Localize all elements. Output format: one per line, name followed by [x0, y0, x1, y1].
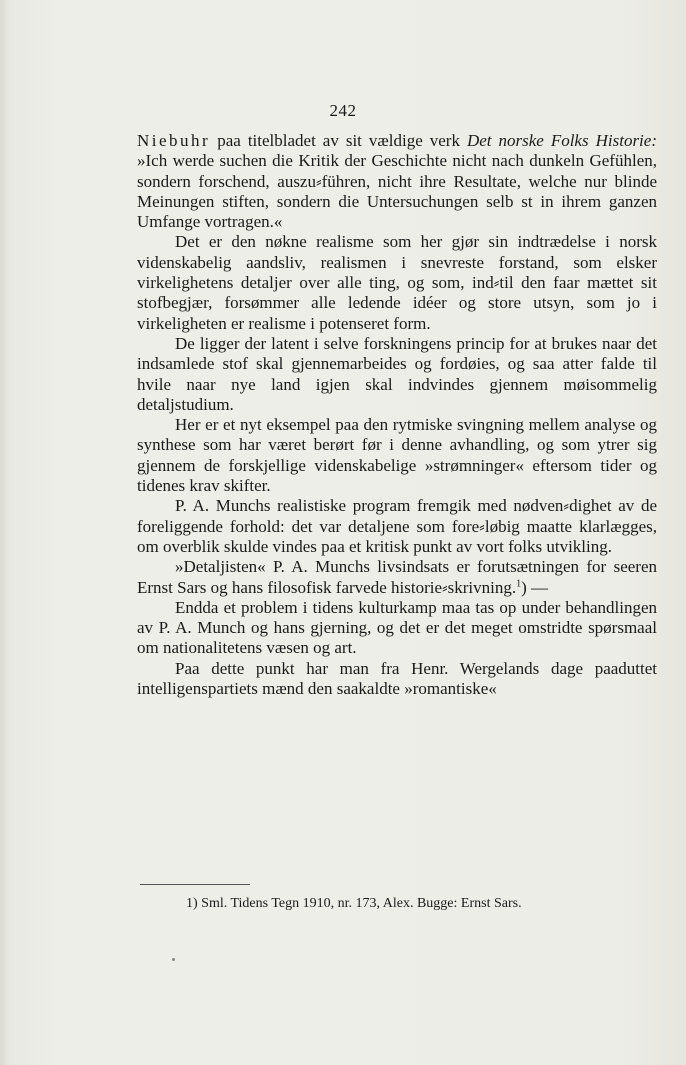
german-quote: »Ich werde suchen die Kritik der Geschichte nicht nach dunkeln Gefühlen, sondern forschend, auszu⸗führen, nicht ihre Resultate, welche nur blinde Meinungen stiften, sondern die Untersuchungen selb st in ihrem ganzen Umfange vortragen.«	[137, 151, 657, 232]
paragraph-1	[137, 131, 657, 232]
footnote-text: Sml. Tidens Tegn 1910, nr. 173, Alex. Bugge: Ernst Sars.	[197, 896, 522, 911]
footnote	[186, 895, 656, 913]
body-text	[137, 131, 657, 699]
paragraph-5: P. A. Munchs realistiske program fremgik med nødven⸗dighet av de foreliggende forhold: det var detaljene som fore⸗løbig maatte klarlægges, om overblik skulde vindes paa et kritisk punkt av vort folks utvikling.	[137, 496, 657, 556]
footnote-reference: 1	[516, 577, 522, 589]
footnote-marker: 1)	[186, 896, 198, 911]
paper-speck	[172, 958, 175, 961]
book-title: Det norske Folks Historie:	[466, 131, 657, 150]
paragraph-6-tail: ) —	[521, 577, 549, 597]
paragraph-8: Paa dette punkt har man fra Henr. Wergelands dage paaduttet intelligenspartiets mænd den saakaldte »romantiske«	[137, 658, 657, 699]
footnote-divider	[140, 884, 250, 885]
paragraph-7: Endda et problem i tidens kulturkamp maa tas op under behandlingen av P. A. Munch og hans gjerning, og det er det meget omstridte spørsmaal om nationalitetens væsen og art.	[137, 597, 657, 658]
page-number: 242	[329, 101, 357, 120]
paragraph-2: Det er den nøkne realisme som her gjør sin indtrædelse i norsk videnskabelig aandsliv, realismen i snevreste forstand, som elsker virkelighetens detaljer over alle ting, og som, ind⸗til den faar mættet sit stofbegjær, forsømmer alle ledende idéer og store utsyn, som jo i virkeligheten er realisme i potenseret form.	[137, 232, 657, 333]
paragraph-1-intro: paa titelbladet av sit vældige verk	[210, 131, 467, 150]
author-name: Niebuhr	[137, 131, 211, 150]
paragraph-3: De ligger der latent i selve forskningens princip for at brukes naar det indsamlede stof skal gjennemarbeides og fordøies, og saa atter falde til hvile naar nye land igjen skal indvindes gjennem møisommelig detaljstudium.	[137, 333, 657, 414]
paragraph-6	[137, 557, 657, 598]
paragraph-4: Her er et nyt eksempel paa den rytmiske svingning mellem analyse og synthese som har været berørt før i denne avhandling, og som ytrer sig gjennem de forskjellige videnskabelige »strømninger« eftersom tider og tidenes krav skifter.	[137, 415, 657, 496]
paragraph-6-text: »Detaljisten« P. A. Munchs livsindsats er forutsætningen for seeren Ernst Sars og hans filosofisk farvede historie⸗skrivning.	[137, 557, 657, 597]
